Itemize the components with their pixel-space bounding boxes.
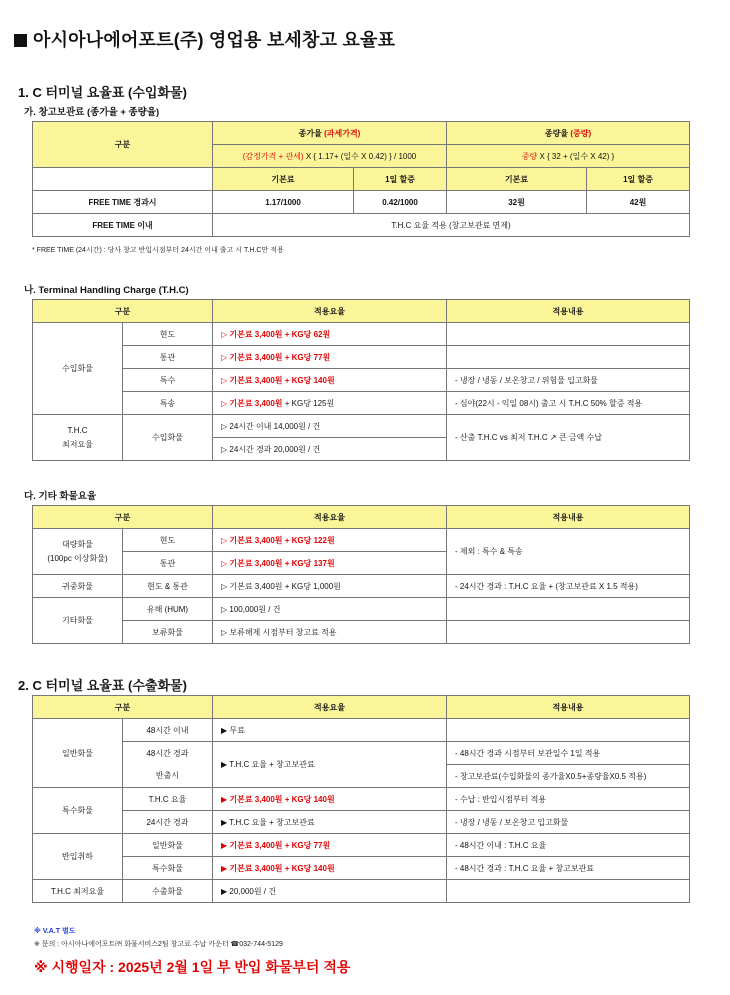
empty-cell	[33, 168, 213, 191]
note-cell	[447, 346, 690, 369]
rate-cell: ▷ 보류해제 시점부터 창고료 적용	[213, 621, 447, 644]
sub-label: 현도	[123, 529, 213, 552]
rate-cell: ▶ 20,000원 / 건	[213, 880, 447, 903]
sub-label: 유해 (HUM)	[123, 598, 213, 621]
note-cell: - 수납 : 반입시점부터 적용	[447, 788, 690, 811]
header-content: 적용내용	[447, 506, 690, 529]
sub-label: 통관	[123, 552, 213, 575]
sub-label: 48시간 이내	[123, 719, 213, 742]
storage-fee-table	[32, 121, 690, 237]
group-label: T.H.C 최저요율	[33, 415, 123, 461]
rate-cell: ▶ 기본료 3,400원 + KG당 140원	[213, 857, 447, 880]
group-label: 수입화물	[33, 323, 123, 415]
value-cell: 0.42/1000	[354, 191, 447, 214]
rate-cell: ▷ 기본료 3,400원 + KG당 140원	[213, 369, 447, 392]
group-label: 일반화물	[33, 719, 123, 788]
header-content: 적용내용	[447, 300, 690, 323]
ad-valorem-title: 종가율 (과세가격)	[213, 122, 447, 145]
sub-col-header: 기본료	[213, 168, 354, 191]
sub-label: 현도 & 통관	[123, 575, 213, 598]
rate-cell: ▶ T.H.C 요율 + 창고보관료	[213, 742, 447, 788]
rate-cell: ▶ 기본료 3,400원 + KG당 77원	[213, 834, 447, 857]
contact-note: ※ 문의 : 아시아나에어포트㈜ 화물서비스2팀 창고료 수납 카운터 ☎032-744-5129	[34, 941, 283, 948]
header-content: 적용내용	[447, 696, 690, 719]
note-cell: - 산출 T.H.C vs 최저 T.H.C ↗ 큰 금액 수납	[447, 415, 690, 461]
export-table	[32, 695, 690, 903]
section2-heading: 2. C 터미널 요율표 (수출화물)	[18, 678, 187, 693]
sub-label: T.H.C 요율	[123, 788, 213, 811]
sub-col-header: 기본료	[447, 168, 587, 191]
sub-label: 반출시	[123, 765, 213, 788]
sub-label: 일반화물	[123, 834, 213, 857]
rate-cell: ▷ 기본료 3,400원 + KG당 137원	[213, 552, 447, 575]
rate-cell: ▷ 기본료 3,400원 + KG당 125원	[213, 392, 447, 415]
note-cell: - 24시간 경과 : T.H.C 요율 + (창고보관료 X 1.5 적용)	[447, 575, 690, 598]
note-cell	[447, 621, 690, 644]
note-cell	[447, 880, 690, 903]
note-cell: - 48시간 경과 : T.H.C 요율 + 창고보관료	[447, 857, 690, 880]
thc-table	[32, 299, 690, 461]
group-label: 귀중화물	[33, 575, 123, 598]
value-cell: 42원	[587, 191, 690, 214]
rate-cell: ▶ T.H.C 요율 + 창고보관료	[213, 811, 447, 834]
header-gubun: 구분	[33, 696, 213, 719]
value-cell: T.H.C 요율 적용 (창고보관료 면제)	[213, 214, 690, 237]
section1-heading: 1. C 터미널 요율표 (수입화물)	[18, 85, 187, 100]
ad-valorem-formula: (감정가격 + 관세) X { 1.17+ (일수 X 0.42) } / 1000	[213, 145, 447, 168]
sub-label: 특송	[123, 392, 213, 415]
group-label: 특수화물	[33, 788, 123, 834]
sub-label: 현도	[123, 323, 213, 346]
header-gubun: 구분	[33, 300, 213, 323]
sub-label: 수입화물	[123, 415, 213, 461]
footnote: * FREE TIME (24시간) : 당사 창고 반입시점부터 24시간 이내 출고 시 T.H.C만 적용	[32, 247, 284, 254]
group-label: 기타화물	[33, 598, 123, 644]
header-rate: 적용요율	[213, 696, 447, 719]
sub-label: 특수화물	[123, 857, 213, 880]
note-cell	[447, 598, 690, 621]
other-cargo-heading: 다. 기타 화물요율	[24, 491, 97, 502]
note-cell: - 48시간 경과 시점부터 보관일수 1일 적용	[447, 742, 690, 765]
page-title: 아시아나에어포트(주) 영업용 보세창고 요율표	[14, 26, 395, 52]
note-cell: - 제외 : 특수 & 특송	[447, 529, 690, 575]
note-cell: - 냉장 / 냉동 / 보온창고 입고화물	[447, 811, 690, 834]
row-label: FREE TIME 이내	[33, 214, 213, 237]
note-cell: - 창고보관료(수입화물의 종가율X0.5+종량율X0.5 적용)	[447, 765, 690, 788]
effective-date: ※ 시행일자 : 2025년 2월 1일 부 반입 화물부터 적용	[34, 959, 351, 975]
note-cell	[447, 323, 690, 346]
rate-cell: ▷ 100,000원 / 건	[213, 598, 447, 621]
header-rate: 적용요율	[213, 300, 447, 323]
other-cargo-table	[32, 505, 690, 644]
sub-label: 통관	[123, 346, 213, 369]
sub-label: 수출화물	[123, 880, 213, 903]
sub-col-header: 1일 할증	[587, 168, 690, 191]
gubun-header: 구분	[33, 122, 213, 168]
rate-cell: ▷ 기본료 3,400원 + KG당 62원	[213, 323, 447, 346]
row-label: FREE TIME 경과시	[33, 191, 213, 214]
group-label: T.H.C 최저요율	[33, 880, 123, 903]
specific-formula: 중량 X { 32 + (일수 X 42) }	[447, 145, 690, 168]
note-cell	[447, 719, 690, 742]
rate-cell: ▶ 기본료 3,400원 + KG당 140원	[213, 788, 447, 811]
rate-cell: ▶ 무료	[213, 719, 447, 742]
storage-fee-heading: 가. 창고보관료 (종가율 + 종량율)	[24, 107, 160, 118]
note-cell: - 심야(22시 - 익일 08시) 출고 시 T.H.C 50% 할증 적용	[447, 392, 690, 415]
sub-label: 보류화물	[123, 621, 213, 644]
vat-note: ※ V.A.T 별도	[34, 928, 76, 935]
rate-cell: ▷ 24시간 경과 20,000원 / 건	[213, 438, 447, 461]
rate-cell: ▷ 기본료 3,400원 + KG당 77원	[213, 346, 447, 369]
header-rate: 적용요율	[213, 506, 447, 529]
thc-heading: 나. Terminal Handling Charge (T.H.C)	[24, 285, 189, 296]
sub-label: 24시간 경과	[123, 811, 213, 834]
specific-title: 종량율 (중량)	[447, 122, 690, 145]
group-label: 반입취하	[33, 834, 123, 880]
value-cell: 1.17/1000	[213, 191, 354, 214]
sub-label: 특수	[123, 369, 213, 392]
sub-col-header: 1일 할증	[354, 168, 447, 191]
rate-cell: ▷ 24시간 이내 14,000원 / 건	[213, 415, 447, 438]
square-bullet-icon	[14, 34, 27, 47]
header-gubun: 구분	[33, 506, 213, 529]
rate-cell: ▷ 기본료 3,400원 + KG당 122원	[213, 529, 447, 552]
value-cell: 32원	[447, 191, 587, 214]
group-label: 대량화물 (100pc 이상화물)	[33, 529, 123, 575]
sub-label: 48시간 경과	[123, 742, 213, 765]
note-cell: - 48시간 이내 : T.H.C 요율	[447, 834, 690, 857]
note-cell: - 냉장 / 냉동 / 보온창고 / 위험물 입고화물	[447, 369, 690, 392]
rate-cell: ▷ 기본료 3,400원 + KG당 1,000원	[213, 575, 447, 598]
